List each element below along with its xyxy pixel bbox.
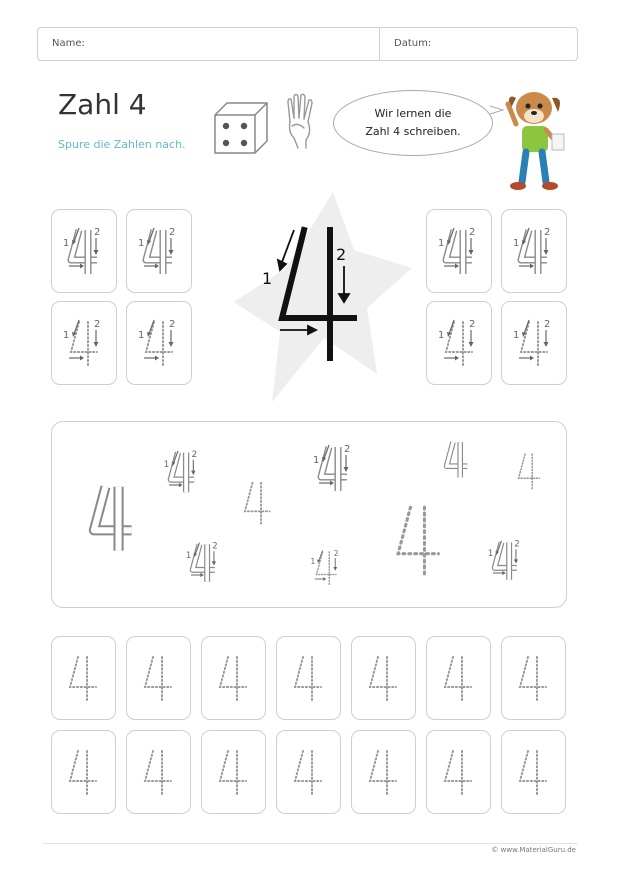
date-label: Datum: (394, 38, 432, 49)
four-dotted (502, 731, 567, 815)
dice-icon (213, 101, 269, 153)
practice-card-dotted-2 (126, 301, 192, 385)
grid-card (201, 730, 266, 814)
header-divider (379, 28, 380, 60)
grid-card (51, 730, 116, 814)
hand-four-fingers-icon (284, 92, 318, 150)
four-dotted (245, 483, 270, 525)
four-dotted (352, 637, 417, 721)
grid-card (276, 636, 341, 720)
four-dotted (52, 731, 117, 815)
footer-divider (43, 843, 578, 844)
practice-card-outline-1 (51, 209, 117, 293)
four-dotted (202, 637, 267, 721)
four-dotted (427, 637, 492, 721)
four-outline-large (94, 487, 132, 551)
name-label: Name: (52, 38, 85, 49)
speech-bubble (333, 90, 493, 156)
four-dotted (427, 731, 492, 815)
four-dotted-arrows (311, 549, 339, 585)
grid-card (426, 730, 491, 814)
speech-line-1: Wir lernen die (374, 107, 452, 120)
grid-card (276, 730, 341, 814)
footer-credit: © www.MaterialGuru.de (491, 846, 576, 854)
four-dotted-arrows (502, 302, 568, 386)
four-dotted (127, 731, 192, 815)
four-dotted-arrows (127, 302, 193, 386)
four-dotted (277, 637, 342, 721)
four-outline-arrows (313, 444, 350, 491)
four-dotted (127, 637, 192, 721)
four-outline-arrows (52, 210, 118, 294)
practice-card-dotted-3 (426, 301, 492, 385)
four-dotted (277, 731, 342, 815)
grid-card (51, 636, 116, 720)
grid-card (501, 730, 566, 814)
grid-card (126, 730, 191, 814)
four-dotted (52, 637, 117, 721)
four-outline-arrows (186, 542, 218, 582)
four-outline-small (447, 442, 468, 477)
four-outline-arrows (488, 540, 520, 580)
practice-card-dotted-1 (51, 301, 117, 385)
four-dotted-large (398, 507, 438, 575)
four-outline-arrows (427, 210, 493, 294)
practice-card-dotted-4 (501, 301, 567, 385)
four-outline-arrows (127, 210, 193, 294)
grid-card (126, 636, 191, 720)
four-dotted-small (519, 454, 540, 489)
speech-line-2: Zahl 4 schreiben. (365, 125, 461, 138)
stroke-number-1: 1 (262, 269, 273, 288)
scattered-fours (51, 421, 567, 608)
practice-card-outline-4 (501, 209, 567, 293)
stroke-number-2: 2 (336, 245, 347, 264)
grid-card (201, 636, 266, 720)
grid-card (351, 636, 416, 720)
four-outline-arrows (164, 450, 198, 492)
four-dotted-arrows (427, 302, 493, 386)
four-outline-arrows (502, 210, 568, 294)
star-big-four (232, 190, 414, 406)
grid-card (426, 636, 491, 720)
four-dotted-arrows (52, 302, 118, 386)
four-dotted (202, 731, 267, 815)
instruction-text: Spure die Zahlen nach. (58, 138, 186, 151)
practice-card-outline-2 (126, 209, 192, 293)
name-date-header (37, 27, 578, 61)
four-dotted (502, 637, 567, 721)
page-title: Zahl 4 (58, 88, 147, 121)
practice-card-outline-3 (426, 209, 492, 293)
grid-card (501, 636, 566, 720)
dog-mascot-illustration (500, 70, 574, 198)
grid-card (351, 730, 416, 814)
four-dotted (352, 731, 417, 815)
dotted-practice-grid (51, 636, 567, 816)
